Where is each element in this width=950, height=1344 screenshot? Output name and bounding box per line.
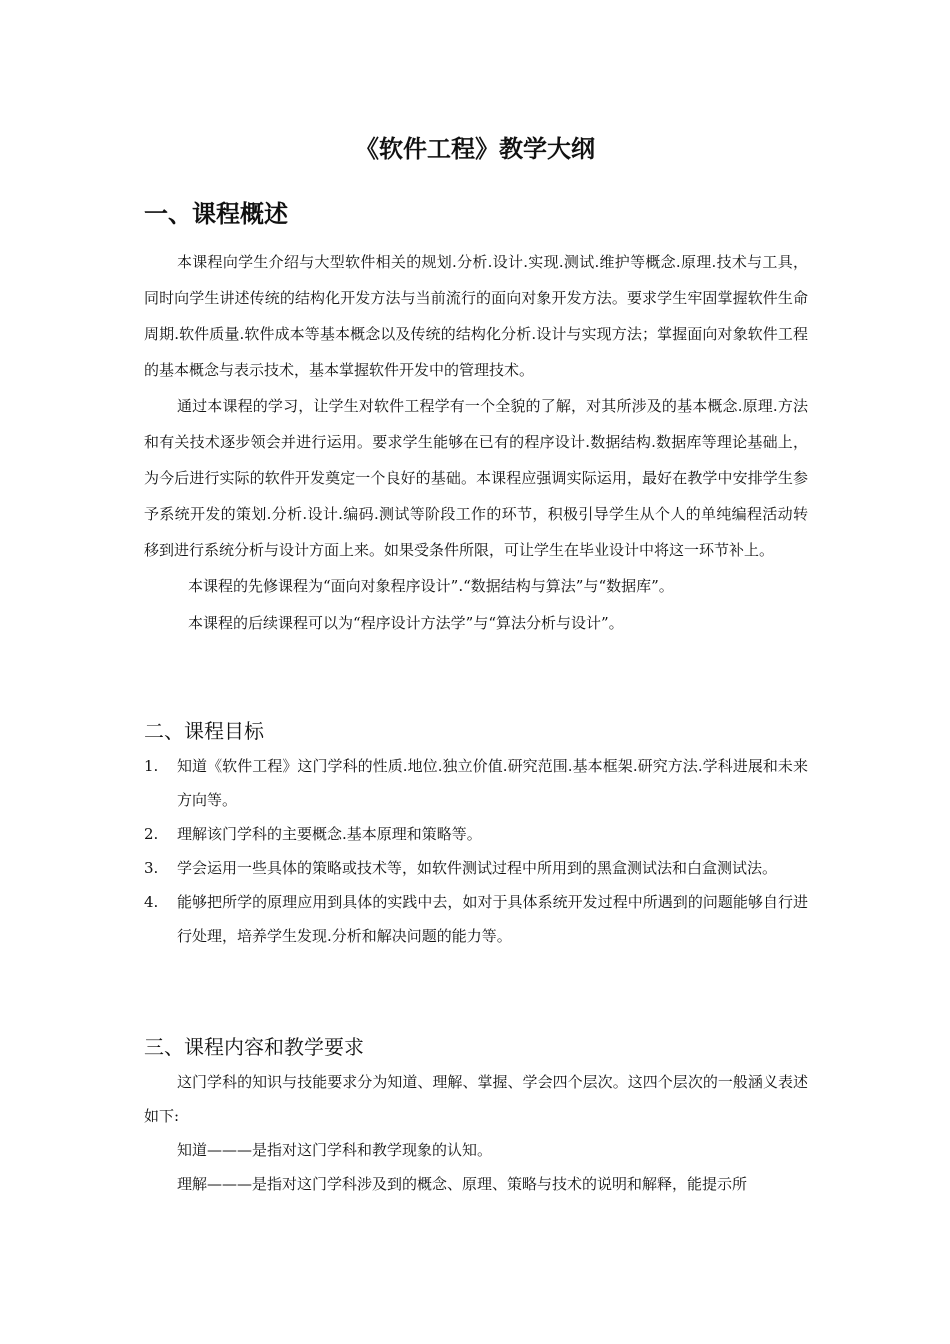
section-heading-goals: 二、课程目标 [144, 719, 264, 743]
paragraph: 这门学科的知识与技能要求分为知道、理解、掌握、学会四个层次。这四个层次的一般涵义表述如下: [144, 1073, 808, 1125]
list-item-number: 1. [144, 757, 159, 775]
list-item-number: 4. [144, 893, 159, 911]
document-title: 《软件工程》教学大纲 [355, 135, 595, 163]
paragraph: 理解———是指对这门学科涉及到的概念、原理、策略与技术的说明和解释，能提示所 [177, 1175, 748, 1193]
paragraph: 本课程向学生介绍与大型软件相关的规划.分析.设计.实现.测试.维护等概念.原理.技术与工具，同时向学生讲述传统的结构化开发方法与当前流行的面向对象开发方法。要求学生牢固掌握软件生命周期.软件质量.软件成本等基本概念以及传统的结构化分析.设计与实现方法；掌握面向对象软件工程的基本概念与表示技术，基本掌握软件开发中的管理技术。 [144, 253, 808, 379]
list-item [144, 749, 808, 817]
list-item [144, 817, 808, 851]
list-item [144, 885, 808, 953]
list-item-text: 能够把所学的原理应用到具体的实践中去，如对于具体系统开发过程中所遇到的问题能够自行进行处理，培养学生发现.分析和解决问题的能力等。 [177, 893, 808, 945]
section-body-overview [144, 244, 808, 642]
goals-list [144, 749, 808, 953]
paragraph: 通过本课程的学习，让学生对软件工程学有一个全貌的了解，对其所涉及的基本概念.原理.方法和有关技术逐步领会并进行运用。要求学生能够在已有的程序设计.数据结构.数据库等理论基础上，为今后进行实际的软件开发奠定一个良好的基础。本课程应强调实际运用，最好在教学中安排学生参予系统开发的策划.分析.设计.编码.测试等阶段工作的环节，积极引导学生从个人的单纯编程活动转移到进行系统分析与设计方面上来。如果受条件所限，可让学生在毕业设计中将这一环节补上。 [144, 397, 808, 559]
section-heading-content: 三、课程内容和教学要求 [144, 1035, 364, 1059]
section-heading-overview: 一、课程概述 [144, 200, 288, 228]
list-item-number: 2. [144, 825, 159, 843]
section-body-content [144, 1065, 808, 1201]
paragraph: 本课程的先修课程为“面向对象程序设计”.“数据结构与算法”与“数据库”。 [188, 577, 674, 595]
list-item-text: 学会运用一些具体的策略或技术等，如软件测试过程中所用到的黑盒测试法和白盒测试法。 [177, 859, 778, 877]
list-item-text: 知道《软件工程》这门学科的性质.地位.独立价值.研究范围.基本框架.研究方法.学科进展和未来方向等。 [177, 757, 808, 809]
paragraph: 本课程的后续课程可以为“程序设计方法学”与“算法分析与设计”。 [188, 614, 624, 632]
list-item-number: 3. [144, 859, 159, 877]
list-item [144, 851, 808, 885]
paragraph: 知道———是指对这门学科和教学现象的认知。 [177, 1141, 493, 1159]
list-item-text: 理解该门学科的主要概念.基本原理和策略等。 [177, 825, 482, 843]
